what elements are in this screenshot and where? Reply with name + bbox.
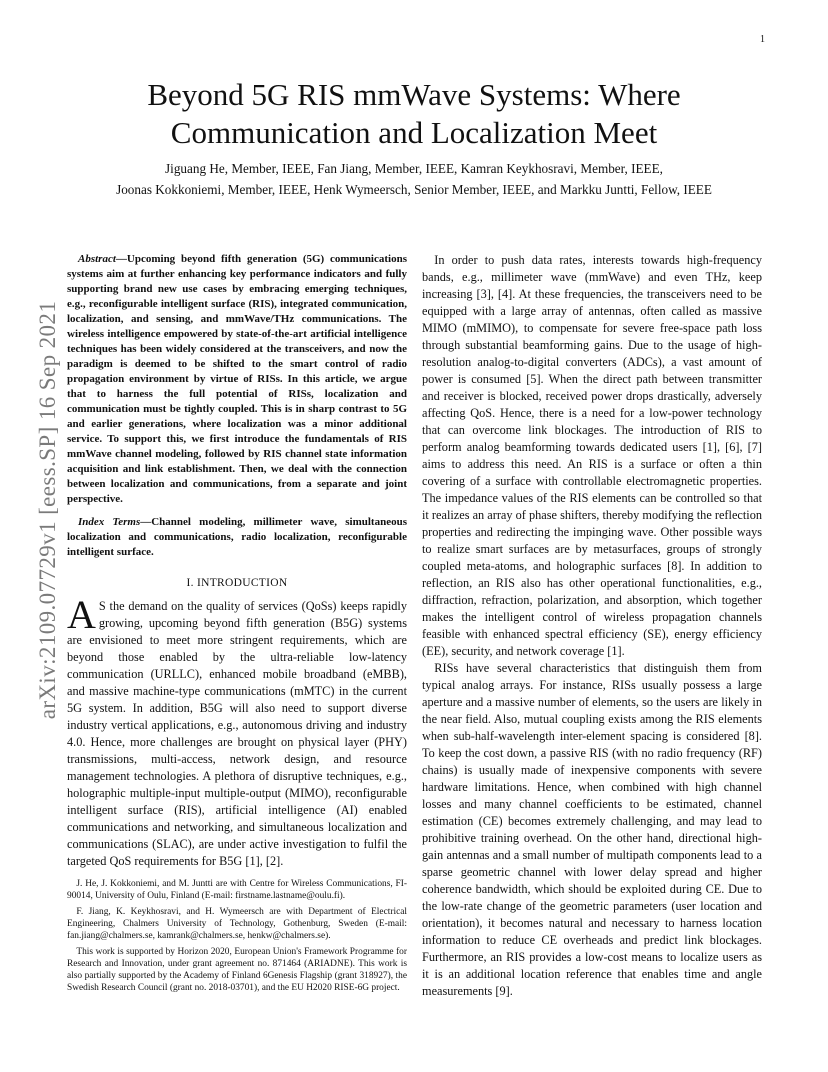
abstract-label: Abstract xyxy=(78,253,116,265)
footnotes xyxy=(67,878,407,994)
right-column xyxy=(422,252,762,1000)
left-column xyxy=(67,252,407,998)
intro-paragraph xyxy=(67,592,407,870)
intro-text: S the demand on the quality of services (QoSs) keeps rapidly growing, upcoming beyond fifth generation (B5G) systems are envisioned to meet more stringent requirements, which are beyond those enabled by the ultra-reliable low-latency communication (URLLC), enhanced mobile broadband (eMBB), and massive machine-type communications (mMTC) in the current 5G system. In addition, B5G will also need to support diverse industry vertical applications, e.g., autonomous driving and industry 4.0. Hence, more challenges are brought on physical layer (PHY) transmissions, multi-access, network design, and resource management technologies. A plethora of disruptive techniques, e.g., holographic multiple-input multiple-output (MIMO), reconfigurable intelligent surface (RIS), artificial intelligence (AI) enabled communications and networking, and simultaneous localization and communications (SLAC), are under active investigation to fulfil the targeted QoS requirements for B5G [1], [2]. xyxy=(67,599,407,868)
abstract-text: —Upcoming beyond fifth generation (5G) communications systems aim at further enhancing key performance indicators and fully supporting brand new use cases by embracing emerging techniques, e.g., reconfigurable intelligent surface (RIS), integrated communication, localization, and sensing, and mmWave/THz communications. The wireless intelligence empowered by state-of-the-art artificial intelligence techniques has been widely considered at the transceivers, and now the paradigm is deemed to be shifted to the smart control of radio propagation environment by virtue of RISs. In this article, we argue that to harness the full potential of RISs, localization and communication must be tightly coupled. This is in sharp contrast to 5G and earlier generations, where localization was a minor additional service. To support this, we first introduce the fundamentals of RIS mmWave channel modeling, followed by RIS channel state information acquisition and link establishment. Then, we deal with the connection between localization and communications, from a separate and joint perspective. xyxy=(67,253,407,505)
index-terms-label: Index Terms xyxy=(78,516,141,528)
authors-line-1: Jiguang He, Member, IEEE, Fan Jiang, Member, IEEE, Kamran Keykhosravi, Member, IEEE, xyxy=(165,161,663,176)
index-terms xyxy=(67,515,407,560)
page-number: 1 xyxy=(760,34,765,45)
authors-line-2: Joonas Kokkoniemi, Member, IEEE, Henk Wymeersch, Senior Member, IEEE, and Markku Juntti, Fellow, IEEE xyxy=(116,182,712,197)
arxiv-stamp: arXiv:2109.07729v1 [eess.SP] 16 Sep 2021 xyxy=(35,300,60,720)
title-line-1: Beyond 5G RIS mmWave Systems: Where xyxy=(147,77,681,112)
index-terms-text: —Channel modeling, millimeter wave, simultaneous localization and communications, radio localization, reconfigurable intelligent surface. xyxy=(67,516,407,558)
body-paragraph-2: RISs have several characteristics that distinguish them from typical analog arrays. For instance, RISs usually possess a large aperture and a massive number of elements, so the users are likely in the near field. Also, mutual coupling exists among the RIS elements when sub-half-wavelength inter-element spacing is considered [8]. To keep the cost down, a passive RIS (with no radio frequency (RF) chains) is usually made of inexpensive components with severe hardware limitations. Hence, when combined with high channel losses and many channel coefficients to be estimated, channel estimation (CE) becomes extremely challenging, and may lead to prohibitive training overhead. On the other hand, directional high-gain antennas and a small number of multipath components lead to a sparse geometric channel with lower delay spread and higher coherence bandwidth, which should be exploited during CE. Due to the low-rate change of the geometric parameters (user location and orientation), it becomes natural and necessary to harness location information to reduce CE overheads and predict link blockages. Furthermore, an RIS provides a low-cost means to localize users as it is an additional location reference that enables time and angle measurements [9]. xyxy=(422,661,762,998)
title-line-2: Communication and Localization Meet xyxy=(170,115,658,150)
drop-cap: A xyxy=(67,592,96,637)
section-heading: I. INTRODUCTION xyxy=(186,577,288,589)
paper-title xyxy=(60,76,768,152)
abstract xyxy=(67,252,407,507)
footnote-affiliation-chalmers: F. Jiang, K. Keykhosravi, and H. Wymeersch are with Department of Electrical Engineering, Chalmers University of Technology, Gothenburg, Sweden (E-mail: fan.jiang@chalmers.se, kamrank@chalmers.se, henkw@chalmers.se). xyxy=(67,907,407,941)
body-paragraph-1: In order to push data rates, interests towards high-frequency bands, e.g., millimeter wave (mmWave) and even THz, keep increasing [3], [4]. At these frequencies, the transceivers need to be equipped with a large array of antennas, often called as massive MIMO (mMIMO), to compensate for severe free-space path loss through substantial beamforming gains. Due to the usage of high-resolution analog-to-digital converters (ADCs), a vast amount of power is consumed [5]. When the direct path between transmitter and receiver is blocked, received power drops drastically, adversely affecting QoS. Hence, there is a need for a low-power technology that can overcome link blockages. The introduction of RIS to perform analog beamforming towards dedicated users [1], [6], [7] aims to address this need. An RIS is a surface or often a thin covering of a surface with controllable electromagnetic properties. The impedance values of the RIS elements can be controlled so that it realizes an array of phase shifters, thereby modifying the reflection properties and redirecting the impinging wave. Other possible ways to realize smart surfaces are by metasurfaces, groups of strongly coupled meta-atoms, and holographic surfaces [8]. In addition to reflection, an RIS also has other operational functionalities, e.g., diffraction, refraction, polarization, and absorption, which together makes the intelligent control of wireless propagation channels feasible with enhanced spectral efficiency (SE), energy efficiency (EE), security, and network coverage [1]. xyxy=(422,253,762,658)
author-list xyxy=(60,158,768,200)
footnote-funding: This work is supported by Horizon 2020, European Union's Framework Programme for Research and Innovation, under grant agreement no. 871464 (ARIADNE). This work is also partially supported by the Academy of Finland 6Genesis Flagship (grant 318927), the Swedish Research Council (grant no. 2018-03701), and the EU H2020 RISE-6G project. xyxy=(67,947,407,993)
footnote-affiliation-oulu: J. He, J. Kokkoniemi, and M. Juntti are with Centre for Wireless Communications, FI-90014, University of Oulu, Finland (E-mail: firstname.lastname@oulu.fi). xyxy=(67,879,407,901)
